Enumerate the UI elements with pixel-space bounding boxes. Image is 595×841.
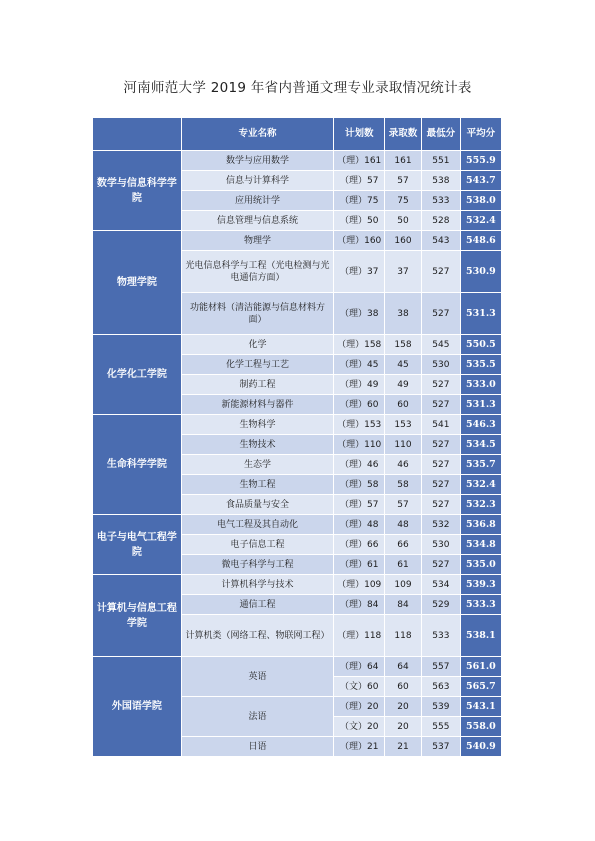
header-admitted: 录取数 [385, 118, 422, 151]
admitted-count: 50 [385, 211, 422, 231]
admitted-count: 38 [385, 293, 422, 335]
plan-count: （理）75 [334, 191, 385, 211]
avg-score: 532.4 [460, 211, 501, 231]
admitted-count: 158 [385, 335, 422, 355]
major-name: 微电子科学与工程 [181, 555, 334, 575]
major-name: 新能源材料与器件 [181, 395, 334, 415]
plan-count: （理）37 [334, 251, 385, 293]
plan-count: （理）49 [334, 375, 385, 395]
major-name: 法语 [181, 697, 334, 737]
plan-count: （理）21 [334, 737, 385, 757]
avg-score: 534.5 [460, 435, 501, 455]
avg-score: 533.3 [460, 595, 501, 615]
plan-count: （文）20 [334, 717, 385, 737]
admitted-count: 160 [385, 231, 422, 251]
plan-count: （理）57 [334, 495, 385, 515]
major-name: 生物科学 [181, 415, 334, 435]
admitted-count: 45 [385, 355, 422, 375]
min-score: 539 [421, 697, 460, 717]
admitted-count: 66 [385, 535, 422, 555]
admitted-count: 21 [385, 737, 422, 757]
avg-score: 543.1 [460, 697, 501, 717]
avg-score: 546.3 [460, 415, 501, 435]
avg-score: 538.1 [460, 615, 501, 657]
major-name: 通信工程 [181, 595, 334, 615]
table-row [93, 335, 502, 355]
min-score: 551 [421, 151, 460, 171]
college-name: 外国语学院 [93, 657, 182, 757]
avg-score: 532.3 [460, 495, 501, 515]
admitted-count: 60 [385, 677, 422, 697]
admitted-count: 57 [385, 171, 422, 191]
plan-count: （理）58 [334, 475, 385, 495]
avg-score: 548.6 [460, 231, 501, 251]
avg-score: 535.0 [460, 555, 501, 575]
major-name: 食品质量与安全 [181, 495, 334, 515]
table-row [93, 515, 502, 535]
major-name: 功能材料（清洁能源与信息材料方面） [181, 293, 334, 335]
header-avg-score: 平均分 [460, 118, 501, 151]
plan-count: （理）118 [334, 615, 385, 657]
plan-count: （理）158 [334, 335, 385, 355]
header-plan: 计划数 [334, 118, 385, 151]
min-score: 527 [421, 455, 460, 475]
plan-count: （理）110 [334, 435, 385, 455]
table-row [93, 151, 502, 171]
major-name: 生物工程 [181, 475, 334, 495]
college-name: 物理学院 [93, 231, 182, 335]
admitted-count: 118 [385, 615, 422, 657]
plan-count: （理）61 [334, 555, 385, 575]
admitted-count: 49 [385, 375, 422, 395]
admitted-count: 46 [385, 455, 422, 475]
min-score: 555 [421, 717, 460, 737]
avg-score: 531.3 [460, 395, 501, 415]
min-score: 529 [421, 595, 460, 615]
min-score: 527 [421, 555, 460, 575]
min-score: 527 [421, 395, 460, 415]
major-name: 制药工程 [181, 375, 334, 395]
college-name: 化学化工学院 [93, 335, 182, 415]
min-score: 528 [421, 211, 460, 231]
admitted-count: 109 [385, 575, 422, 595]
major-name: 电气工程及其自动化 [181, 515, 334, 535]
admitted-count: 20 [385, 717, 422, 737]
table-row [93, 415, 502, 435]
min-score: 537 [421, 737, 460, 757]
min-score: 543 [421, 231, 460, 251]
college-name: 计算机与信息工程学院 [93, 575, 182, 657]
avg-score: 534.8 [460, 535, 501, 555]
avg-score: 539.3 [460, 575, 501, 595]
plan-count: （理）161 [334, 151, 385, 171]
plan-count: （理）48 [334, 515, 385, 535]
min-score: 533 [421, 191, 460, 211]
admitted-count: 84 [385, 595, 422, 615]
page-title: 河南师范大学 2019 年省内普通文理专业录取情况统计表 [123, 80, 472, 96]
plan-count: （文）60 [334, 677, 385, 697]
avg-score: 540.9 [460, 737, 501, 757]
admission-table [92, 117, 502, 757]
avg-score: 565.7 [460, 677, 501, 697]
min-score: 527 [421, 293, 460, 335]
major-name: 计算机类（网络工程、物联网工程） [181, 615, 334, 657]
major-name: 信息与计算科学 [181, 171, 334, 191]
min-score: 530 [421, 535, 460, 555]
major-name: 电子信息工程 [181, 535, 334, 555]
major-name: 物理学 [181, 231, 334, 251]
plan-count: （理）60 [334, 395, 385, 415]
min-score: 527 [421, 475, 460, 495]
admitted-count: 37 [385, 251, 422, 293]
avg-score: 558.0 [460, 717, 501, 737]
avg-score: 555.9 [460, 151, 501, 171]
min-score: 541 [421, 415, 460, 435]
avg-score: 536.8 [460, 515, 501, 535]
major-name: 数学与应用数学 [181, 151, 334, 171]
header-row [93, 118, 502, 151]
min-score: 545 [421, 335, 460, 355]
college-name: 生命科学学院 [93, 415, 182, 515]
avg-score: 543.7 [460, 171, 501, 191]
plan-count: （理）57 [334, 171, 385, 191]
min-score: 527 [421, 251, 460, 293]
min-score: 532 [421, 515, 460, 535]
avg-score: 535.7 [460, 455, 501, 475]
table-row [93, 575, 502, 595]
major-name: 日语 [181, 737, 334, 757]
header-college [93, 118, 182, 151]
plan-count: （理）160 [334, 231, 385, 251]
admitted-count: 60 [385, 395, 422, 415]
admitted-count: 161 [385, 151, 422, 171]
min-score: 527 [421, 495, 460, 515]
plan-count: （理）45 [334, 355, 385, 375]
min-score: 527 [421, 435, 460, 455]
min-score: 557 [421, 657, 460, 677]
admitted-count: 48 [385, 515, 422, 535]
major-name: 英语 [181, 657, 334, 697]
min-score: 534 [421, 575, 460, 595]
major-name: 计算机科学与技术 [181, 575, 334, 595]
admitted-count: 20 [385, 697, 422, 717]
admitted-count: 58 [385, 475, 422, 495]
plan-count: （理）50 [334, 211, 385, 231]
avg-score: 550.5 [460, 335, 501, 355]
plan-count: （理）84 [334, 595, 385, 615]
avg-score: 561.0 [460, 657, 501, 677]
min-score: 530 [421, 355, 460, 375]
avg-score: 531.3 [460, 293, 501, 335]
major-name: 光电信息科学与工程（光电检测与光电通信方面） [181, 251, 334, 293]
avg-score: 533.0 [460, 375, 501, 395]
major-name: 应用统计学 [181, 191, 334, 211]
admitted-count: 110 [385, 435, 422, 455]
college-name: 数学与信息科学学院 [93, 151, 182, 231]
plan-count: （理）66 [334, 535, 385, 555]
plan-count: （理）38 [334, 293, 385, 335]
plan-count: （理）109 [334, 575, 385, 595]
min-score: 538 [421, 171, 460, 191]
header-major: 专业名称 [181, 118, 334, 151]
header-min-score: 最低分 [421, 118, 460, 151]
min-score: 533 [421, 615, 460, 657]
plan-count: （理）64 [334, 657, 385, 677]
admitted-count: 153 [385, 415, 422, 435]
major-name: 信息管理与信息系统 [181, 211, 334, 231]
plan-count: （理）46 [334, 455, 385, 475]
avg-score: 535.5 [460, 355, 501, 375]
avg-score: 530.9 [460, 251, 501, 293]
college-name: 电子与电气工程学院 [93, 515, 182, 575]
major-name: 生物技术 [181, 435, 334, 455]
major-name: 化学工程与工艺 [181, 355, 334, 375]
admitted-count: 61 [385, 555, 422, 575]
admitted-count: 75 [385, 191, 422, 211]
table-row [93, 231, 502, 251]
admitted-count: 64 [385, 657, 422, 677]
table-row [93, 657, 502, 677]
admitted-count: 57 [385, 495, 422, 515]
min-score: 563 [421, 677, 460, 697]
avg-score: 538.0 [460, 191, 501, 211]
min-score: 527 [421, 375, 460, 395]
plan-count: （理）20 [334, 697, 385, 717]
plan-count: （理）153 [334, 415, 385, 435]
major-name: 化学 [181, 335, 334, 355]
avg-score: 532.4 [460, 475, 501, 495]
major-name: 生态学 [181, 455, 334, 475]
